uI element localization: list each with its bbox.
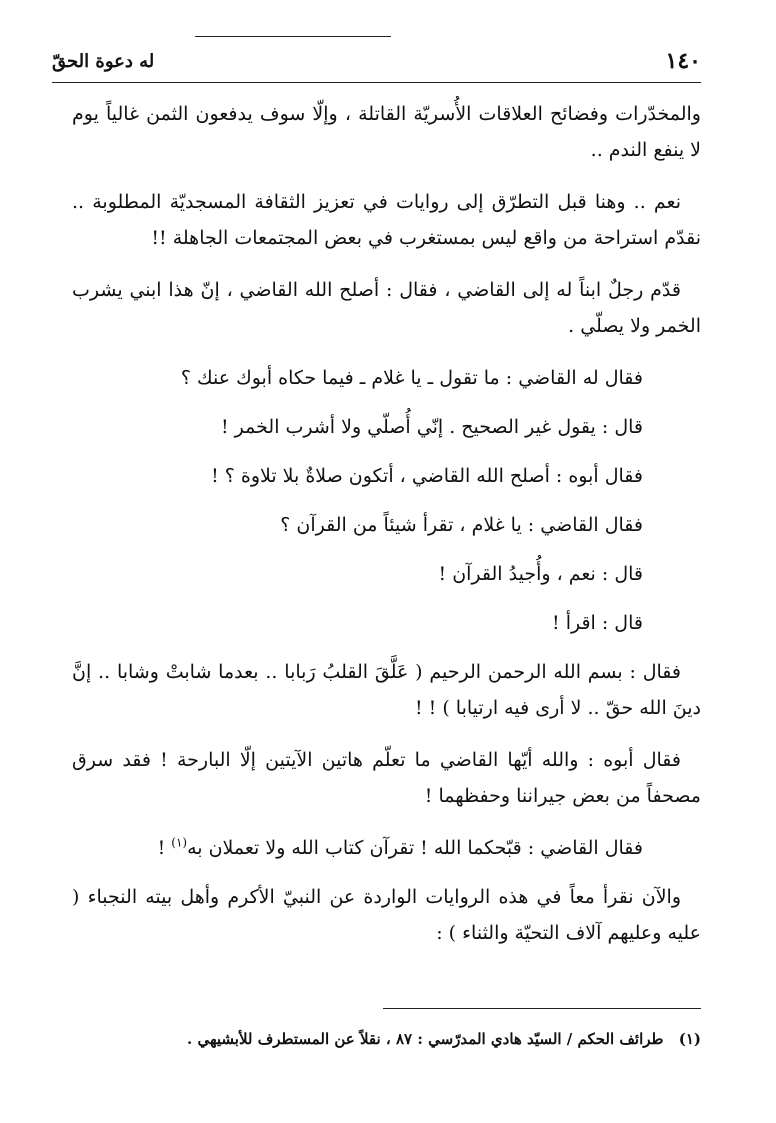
dialogue-line-3: فقال أبوه : أصلح الله القاضي ، أتكون صلاةٌ بلا تلاوة ؟ ! bbox=[211, 465, 643, 487]
running-head bbox=[52, 46, 701, 76]
paragraph-5: فقال أبوه : والله أيّها القاضي ما تعلّم هاتين الآيتين إلّا البارحة ! فقد سرق مصحفاً من بعض جيراننا وحفظهما ! bbox=[72, 749, 701, 807]
dialogue-line-4: فقال القاضي : يا غلام ، تقرأ شيئاً من القرآن ؟ bbox=[280, 514, 643, 536]
paragraph-4: فقال : بسم الله الرحمن الرحيم ( عَلَّقَ القلبُ رَبابا .. بعدما شابتْ وشابا .. إنَّ دينَ الله حقّ .. لا أرى فيه ارتيابا ) ! ! bbox=[72, 661, 701, 719]
footnote bbox=[72, 1026, 701, 1052]
paragraph-3: قدّم رجلٌ ابناً له إلى القاضي ، فقال : أصلح الله القاضي ، إنّ هذا ابني يشرب الخمر ولا يصلّي . bbox=[72, 279, 701, 337]
dialogue-line-7 bbox=[72, 830, 701, 866]
dialogue-line-5: قال : نعم ، وأُجيدُ القرآن ! bbox=[438, 563, 643, 585]
footnote-reference: (١) bbox=[171, 835, 188, 850]
dialogue-line-7-text: فقال القاضي : قبّحكما الله ! تقرآن كتاب الله ولا تعملان به bbox=[187, 837, 643, 859]
header-rule bbox=[52, 82, 701, 83]
running-title: له دعوة الحقّ bbox=[52, 50, 155, 72]
paragraph-1: والمخدّرات وفضائح العلاقات الأُسريّة القاتلة ، وإلّا سوف يدفعون الثمن غالياً يوم لا ينفع الندم .. bbox=[72, 103, 701, 161]
footnote-rule bbox=[383, 1008, 701, 1009]
top-short-rule bbox=[195, 36, 391, 37]
dialogue-line-2: قال : يقول غير الصحيح . إنّي أُصلّي ولا أشرب الخمر ! bbox=[221, 416, 643, 438]
page-number: ١٤٠ bbox=[665, 48, 701, 74]
dialogue-line-7-end: ! bbox=[157, 837, 172, 859]
body-text bbox=[72, 96, 701, 967]
footnote-text: طرائف الحكم / السيّد هادي المدرّسي : ٨٧ ، نقلاً عن المستطرف للأبشيهي . bbox=[187, 1030, 664, 1048]
dialogue-line-1: فقال له القاضي : ما تقول ـ يا غلام ـ فيما حكاه أبوك عنك ؟ bbox=[180, 367, 643, 389]
paragraph-6: والآن نقرأ معاً في هذه الروايات الواردة عن النبيّ الأكرم وأهل بيته النجباء ( عليه وعليهم آلاف التحيّة والثناء ) : bbox=[72, 886, 701, 944]
dialogue-line-6: قال : اقرأ ! bbox=[552, 612, 643, 634]
paragraph-2: نعم .. وهنا قبل التطرّق إلى روايات في تعزيز الثقافة المسجديّة المطلوبة .. نقدّم استراحة من واقع ليس بمستغرب في بعض المجتمعات الجاهلة !! bbox=[72, 191, 701, 249]
footnote-number: (١) bbox=[678, 1030, 701, 1048]
